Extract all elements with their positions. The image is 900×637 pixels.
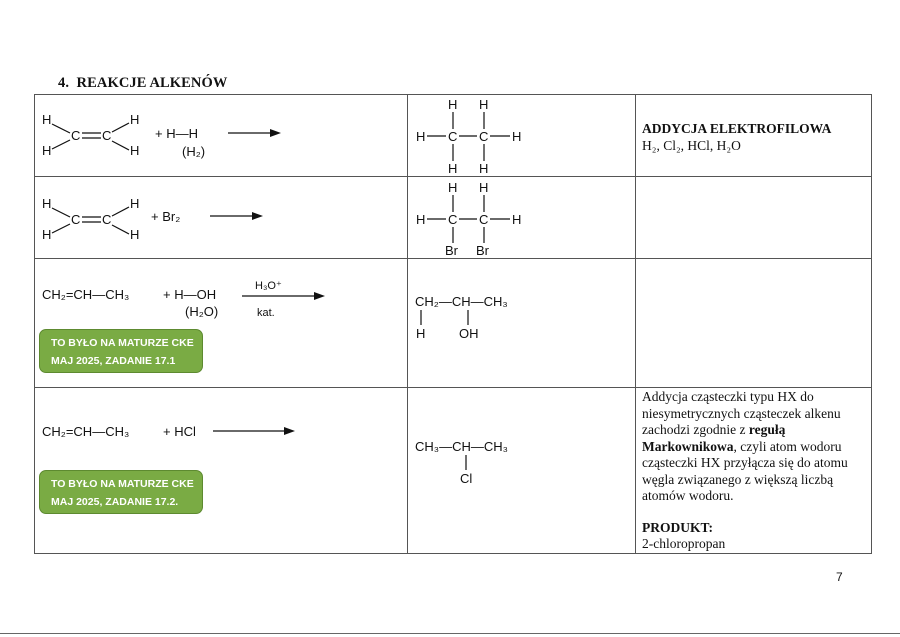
atom-label: H <box>448 180 458 195</box>
reaction-cell <box>35 95 408 177</box>
dibromoethane-structure <box>408 177 635 258</box>
page-number: 7 <box>836 570 843 584</box>
substrate-formula: CH₂=CH—CH₃ <box>42 287 130 302</box>
reaction-cell <box>35 177 408 259</box>
section-number: 4. <box>58 75 70 91</box>
atom-label: C <box>102 128 112 143</box>
propanol-structure <box>408 259 635 359</box>
ethane-structure <box>408 95 635 176</box>
section-title: REAKCJE ALKENÓW <box>76 75 228 91</box>
atom-label: C <box>102 212 112 227</box>
reaction-arrow <box>210 212 263 220</box>
product-formula: CH₃—CH—CH₃ <box>415 439 508 454</box>
ethene-bromine-reaction <box>35 177 407 258</box>
product-cell <box>408 177 636 259</box>
reaction-arrow <box>228 129 281 137</box>
note-cell <box>636 95 872 177</box>
page-divider <box>0 633 900 634</box>
atom-label: H <box>479 161 489 176</box>
chloropropane-structure <box>408 388 635 508</box>
product-name: 2-chloropropan <box>642 536 726 551</box>
propene-water-reaction <box>35 259 407 339</box>
badge-line: TO BYŁO NA MATURZE CKE <box>51 478 194 490</box>
atom-label: H <box>479 97 489 112</box>
atom-label: H <box>130 112 140 127</box>
section-heading <box>58 75 228 92</box>
atom-label: H <box>479 180 489 195</box>
catalyst-top: H₃O⁺ <box>255 280 282 292</box>
atom-label: H <box>416 212 426 227</box>
atom-label: H <box>512 212 522 227</box>
note-text: , czyli atom wodoru cząsteczki HX przyłącza się do atomu węgla związanego z większą liczbą atomów wodoru. <box>642 438 848 503</box>
reagent-label: + Br₂ <box>151 209 181 224</box>
exam-badge <box>39 470 203 514</box>
ethene-structure <box>42 112 139 158</box>
badge-line: MAJ 2025, ZADANIE 17.1 <box>51 355 176 367</box>
reagent-label: + H—H <box>155 126 198 141</box>
reactions-table <box>34 94 872 554</box>
note-cell <box>636 388 872 554</box>
atom-label: C <box>479 129 489 144</box>
note-title: ADDYCJA ELEKTROFILOWA <box>642 121 832 136</box>
product-cell <box>408 259 636 388</box>
atom-label: H <box>512 129 522 144</box>
substrate-formula: CH₂=CH—CH₃ <box>42 424 130 439</box>
note-reagents: H₂, Cl₂, HCl, H₂O <box>642 137 741 153</box>
catalyst-bottom: kat. <box>257 307 275 319</box>
substituent-label: Cl <box>460 471 473 486</box>
note-bold-term: regułą Markownikowa <box>642 422 786 454</box>
ethene-hydrogen-reaction <box>35 95 407 176</box>
reaction-cell <box>35 259 408 388</box>
table-row <box>35 388 872 554</box>
atom-label: H <box>416 129 426 144</box>
reagent-label: + HCl <box>163 424 196 439</box>
reagent-formula: (H₂O) <box>185 304 219 319</box>
badge-line: TO BYŁO NA MATURZE CKE <box>51 337 194 349</box>
note-cell <box>636 177 872 259</box>
atom-label: H <box>130 196 140 211</box>
propene-hcl-reaction <box>35 388 407 458</box>
table-row <box>35 95 872 177</box>
product-label: PRODUKT: <box>642 519 713 535</box>
atom-label: C <box>448 212 458 227</box>
product-formula: CH₂—CH—CH₃ <box>415 294 508 309</box>
markovnikov-note <box>642 389 865 505</box>
substituent-label: OH <box>459 326 479 341</box>
atom-label: H <box>42 143 52 158</box>
atom-label: C <box>71 212 81 227</box>
atom-label: H <box>42 227 52 242</box>
atom-label: Br <box>476 243 489 258</box>
note-text: Addycja cząsteczki typu HX do niesymetrycznych cząsteczek alkenu zachodzi zgodnie z <box>642 389 841 437</box>
note-cell <box>636 259 872 388</box>
atom-label: Br <box>445 243 458 258</box>
atom-label: H <box>130 143 140 158</box>
atom-label: H <box>448 97 458 112</box>
atom-label: H <box>42 112 52 127</box>
reaction-arrow <box>213 427 295 435</box>
reagent-label: + H—OH <box>163 287 217 302</box>
reaction-cell <box>35 388 408 554</box>
badge-line: MAJ 2025, ZADANIE 17.2. <box>51 496 179 508</box>
reagent-formula: (H₂) <box>182 144 206 159</box>
atom-label: H <box>42 196 52 211</box>
product-cell <box>408 388 636 554</box>
atom-label: C <box>448 129 458 144</box>
atom-label: C <box>71 128 81 143</box>
table-row <box>35 177 872 259</box>
exam-badge <box>39 329 203 373</box>
atom-label: C <box>479 212 489 227</box>
product-cell <box>408 95 636 177</box>
substituent-label: H <box>416 326 426 341</box>
reaction-arrow <box>242 292 325 300</box>
atom-label: H <box>448 161 458 176</box>
table-row <box>35 259 872 388</box>
atom-label: H <box>130 227 140 242</box>
ethene-structure <box>42 196 139 242</box>
